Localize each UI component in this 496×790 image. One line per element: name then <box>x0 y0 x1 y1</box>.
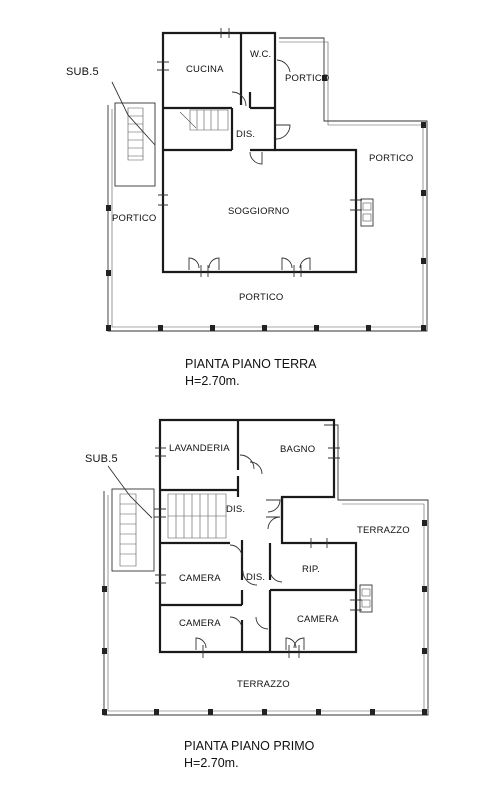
ground-floor-plan <box>66 28 427 388</box>
first-label-sub5: SUB.5 <box>85 453 118 465</box>
first-label-camera-left: CAMERA <box>179 618 221 629</box>
ground-label-soggiorno: SOGGIORNO <box>228 206 290 217</box>
ground-fireplace <box>361 199 373 226</box>
ground-label-portico-top: PORTICO <box>285 73 330 84</box>
first-windows <box>154 448 362 610</box>
ground-label-portico-bottom: PORTICO <box>239 292 284 303</box>
first-label-dis-top: DIS. <box>226 504 246 515</box>
first-label-camera-mid: CAMERA <box>179 573 221 584</box>
first-exterior-stair <box>108 466 154 571</box>
ground-portico-outline <box>108 38 427 331</box>
first-floor-plan <box>85 420 428 770</box>
first-terrace-outline <box>104 425 428 715</box>
first-floor-title: PIANTA PIANO PRIMO <box>184 739 315 753</box>
ground-exterior-stair <box>112 82 155 186</box>
first-label-camera-right: CAMERA <box>297 614 339 625</box>
ground-floor-title: PIANTA PIANO TERRA <box>185 357 317 371</box>
ground-label-cucina: CUCINA <box>186 64 224 75</box>
first-fireplace <box>360 585 372 612</box>
first-label-rip: RIP. <box>302 564 321 575</box>
ground-label-portico-right: PORTICO <box>369 153 414 164</box>
first-label-terrazzo-bottom: TERRAZZO <box>237 679 290 690</box>
first-interior-stair <box>168 494 226 538</box>
ground-label-portico-left: PORTICO <box>112 213 157 224</box>
ground-floor-height: H=2.70m. <box>185 374 240 388</box>
first-floor-height: H=2.70m. <box>184 756 239 770</box>
first-label-terrazzo-right: TERRAZZO <box>357 525 410 536</box>
first-label-lavanderia: LAVANDERIA <box>169 443 230 454</box>
first-label-dis-mid: DIS. <box>246 572 266 583</box>
ground-label-sub5: SUB.5 <box>66 66 99 78</box>
ground-label-wc: W.C. <box>250 49 272 60</box>
first-label-bagno: BAGNO <box>280 444 316 455</box>
ground-label-dis: DIS. <box>236 129 256 140</box>
ground-interior-stair <box>190 110 228 130</box>
